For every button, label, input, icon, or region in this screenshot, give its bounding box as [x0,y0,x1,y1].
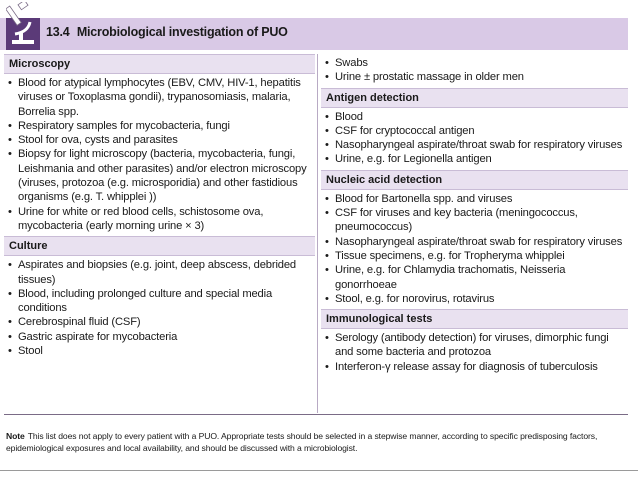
list-item: • Urine ± prostatic massage in older men [321,70,628,84]
section-list [321,190,628,309]
section-list [4,74,315,236]
list-item: • Tissue specimens, e.g. for Tropheryma whipplei [321,249,628,263]
section-list [4,256,315,361]
list-item: • Urine for white or red blood cells, schistosome ova, mycobacteria (early morning urine × 3) [4,205,315,234]
section-list [321,329,628,377]
note-label: Note [6,431,25,441]
list-item: • CSF for viruses and key bacteria (meningococcus, pneumococcus) [321,206,628,235]
section-heading: Culture [4,236,315,256]
microscope-icon [6,2,40,50]
right-top-list [321,54,628,88]
section [4,236,315,361]
section-heading: Antigen detection [321,88,628,108]
section-list [321,108,628,170]
footnote [6,430,628,454]
list-item: • Blood, including prolonged culture and special media conditions [4,287,315,316]
list-item: • Gastric aspirate for mycobacteria [4,330,315,344]
section-heading: Nucleic acid detection [321,170,628,190]
list-item: • Swabs [321,56,628,70]
list-item: • Serology (antibody detection) for viruses, dimorphic fungi and some bacteria and protozoa [321,331,628,360]
list-item: • Blood for Bartonella spp. and viruses [321,192,628,206]
list-item: • Biopsy for light microscopy (bacteria, mycobacteria, fungi, Leishmania and other parasites) and/or electron microscopy (viruses, protozoa (e.g. microsporidia) and other fastidious organisms (e.g. T. whipplei )) [4,147,315,204]
column-divider [317,54,318,413]
section-heading: Microscopy [4,54,315,74]
left-column [4,54,315,361]
section [321,88,628,170]
note-divider [4,414,628,415]
list-item: • Blood for atypical lymphocytes (EBV, CMV, HIV-1, hepatitis viruses or Toxoplasma gondii), trypanosomiasis, malaria, Borrelia spp. [4,76,315,119]
note-text: This list does not apply to every patient with a PUO. Appropriate tests should be selected in a stepwise manner, according to specific predisposing factors, epidemiological exposures and local availability, and should be discussed with a microbiologist. [6,431,598,453]
list-item: • Nasopharyngeal aspirate/throat swab for respiratory viruses [321,235,628,249]
list-item: • Nasopharyngeal aspirate/throat swab for respiratory viruses [321,138,628,152]
section [4,54,315,236]
section-heading: Immunological tests [321,309,628,329]
list-item: • Urine, e.g. for Chlamydia trachomatis, Neisseria gonorrhoeae [321,263,628,292]
section [321,309,628,377]
table-title: Microbiological investigation of PUO [76,25,288,39]
page-title [46,25,288,39]
right-column [321,54,628,377]
list-item: • Interferon-γ release assay for diagnosis of tuberculosis [321,360,628,374]
list-item: • Respiratory samples for mycobacteria, fungi [4,119,315,133]
list-item: • Stool for ova, cysts and parasites [4,133,315,147]
list-item: • Blood [321,110,628,124]
list-item: • Cerebrospinal fluid (CSF) [4,315,315,329]
list-item: • Aspirates and biopsies (e.g. joint, deep abscess, debrided tissues) [4,258,315,287]
list-item: • CSF for cryptococcal antigen [321,124,628,138]
section [321,170,628,309]
bottom-divider [0,470,638,471]
list-item: • Stool [4,344,315,358]
table-number: 13.4 [46,25,70,39]
list-item: • Stool, e.g. for norovirus, rotavirus [321,292,628,306]
list-item: • Urine, e.g. for Legionella antigen [321,152,628,166]
